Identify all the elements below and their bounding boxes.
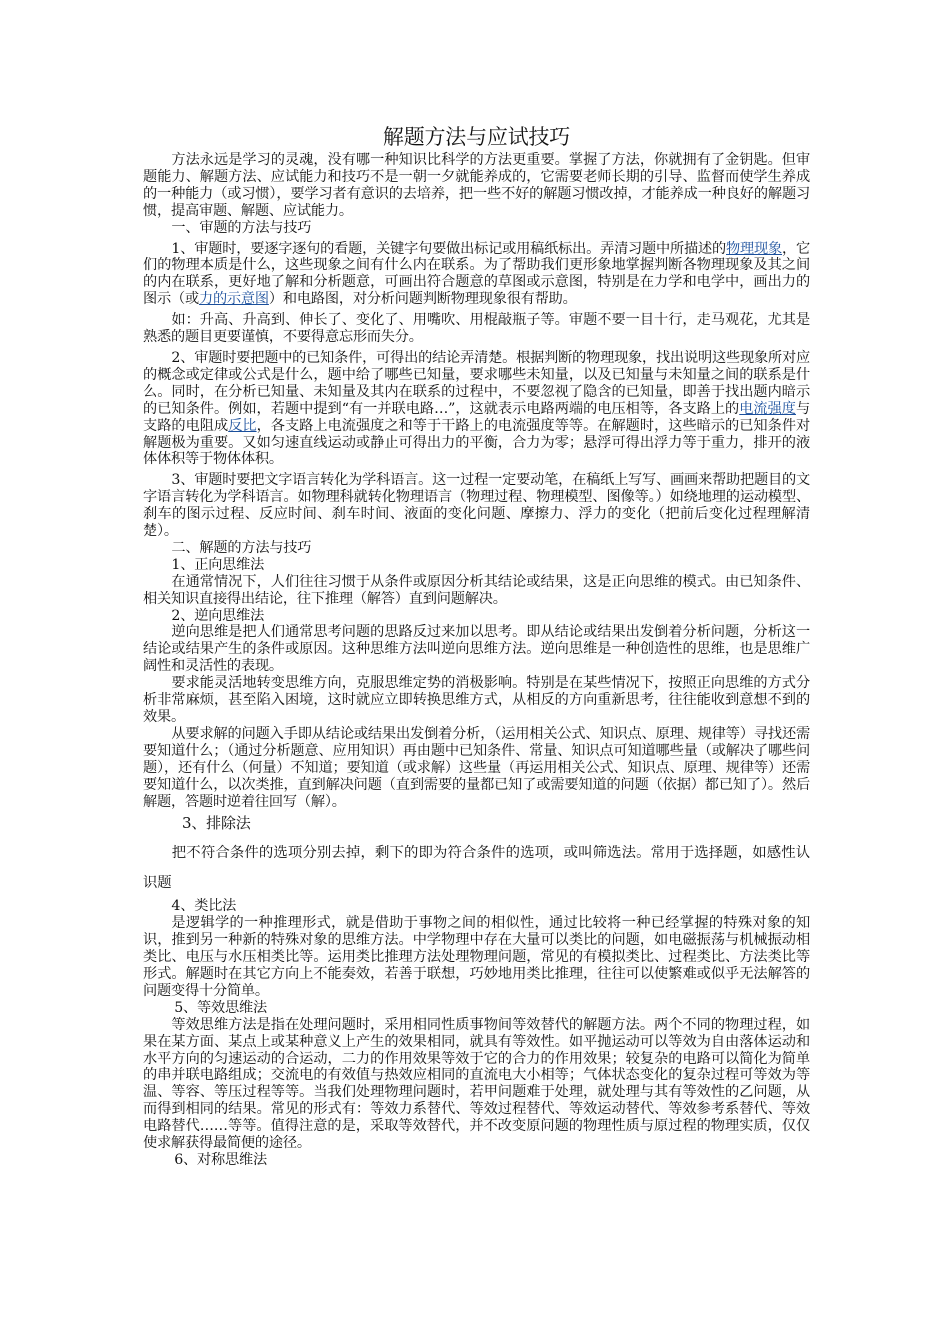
method-2-text-1: 逆向思维是把人们通常思考问题的思路反过来加以思考。即从结论或结果出发倒着分析问题，分析这一结论或结果产生的条件或原因。这种思维方法叫逆向思维方法。逆向思维是一种创造性的思维，也是思维广阔性和灵活性的表现。 <box>143 624 810 675</box>
intro-paragraph: 方法永远是学习的灵魂，没有哪一种知识比科学的方法更重要。掌握了方法，你就拥有了金钥匙。但审题能力、解题方法、应试能力和技巧不是一朝一夕就能养成的，它需要老师长期的引导、监督而使学生养成的一种能力（或习惯），要学习者有意识的去培养，把一些不好的解题习惯改掉，才能养成一种良好的解题习惯，提高审题、解题、应试能力。 <box>143 152 810 219</box>
method-1-title: 1、正向思维法 <box>171 556 265 573</box>
section-2-heading: 二、解题的方法与技巧 <box>171 539 312 556</box>
text-run: ）和电路图，对分析问题判断物理现象很有帮助。 <box>268 291 577 308</box>
text-run: 1、审题时，要逐字逐句的看题，关键字句要做出标记或用稿纸标出。弄清习题中所描述的 <box>171 240 727 257</box>
s1-paragraph-1 <box>143 241 810 309</box>
method-4-title: 4、类比法 <box>171 898 237 915</box>
method-3-title: 3、排除法 <box>182 814 251 833</box>
page-title: 解题方法与应试技巧 <box>382 125 571 149</box>
text-run: 与支路的电阻成 <box>143 400 810 434</box>
text-run: ，各支路上电流强度之和等于干路上的电流强度等等。在解题时，这些暗示的已知条件对解题极为重要。又如匀速直线运动或静止可得出力的平衡，合力为零；悬浮可得出浮力等于重力，排开的液体体积等于物体体积。 <box>143 417 811 468</box>
link-force-diagram[interactable]: 力的示意图 <box>198 291 269 308</box>
method-5-text: 等效思维方法是指在处理问题时，采用相同性质事物间等效替代的解题方法。两个不同的物理过程，如果在某方面、某点上或某种意义上产生的效果相同，就具有等效性。如平抛运动可以等效为自由落体运动和水平方向的匀速运动的合运动，二力的作用效果等效于它的合力的作用效果；较复杂的电路可以简化为简单的串并联电路组成；交流电的有效值与热效应相同的直流电大小相等；气体状态变化的复杂过程可等效为等温、等容、等压过程等等。当我们处理物理问题时，若甲问题难于处理，就处理与其有等效性的乙问题，从而得到相同的结果。常见的形式有：等效力系替代、等效过程替代、等效运动替代、等效参考系替代、等效电路替代……等等。值得注意的是，采取等效替代，并不改变原问题的物理性质与原过程的物理实质，仅仅使求解获得最简便的途径。 <box>143 1016 810 1152</box>
method-3-text: 把不符合条件的选项分别去掉，剩下的即为符合条件的选项，或叫筛选法。常用于选择题，如感性认识题 <box>143 845 810 892</box>
method-2-title: 2、逆向思维法 <box>171 607 265 624</box>
text-run: ，它们的物理本质是什么，这些现象之间有什么内在联系。为了帮助我们更形象地掌握判断各物理现象及其之间的内在联系，更好地了解和分析题意，可画出符合题意的草图或示意图，特别是在力学和电学中，画出力的图示（或 <box>143 240 810 308</box>
s1-paragraph-2 <box>143 350 810 468</box>
method-5-title: 5、等效思维法 <box>174 999 267 1016</box>
method-6-title: 6、对称思维法 <box>174 1151 267 1168</box>
link-current-intensity[interactable]: 电流强度 <box>739 400 796 417</box>
method-2-text-3: 从要求解的问题入手即从结论或结果出发倒着分析，（运用相关公式、知识点、原理、规律等）寻找还需要知道什么；（通过分析题意、应用知识）再由题中已知条件、常量、知识点可知道哪些量（或解决了哪些问题），还有什么（何量）不知道；要知道（或求解）这些量（再运用相关公式、知识点、原理、规律等）还需要知道什么，以次类推，直到解决问题（直到需要的量都已知了或需要知道的问题（依据）都已知了）。然后解题，答题时逆着往回写（解）。 <box>143 725 810 810</box>
section-1-heading: 一、审题的方法与技巧 <box>171 219 312 236</box>
s1-paragraph-1b: 如：升高、升高到、伸长了、变化了、用嘴吹、用棍敲瓶子等。审题不要一目十行，走马观花，尤其是熟悉的题目更要谨慎，不要得意忘形而失分。 <box>143 312 810 346</box>
text-run: 2、审题时要把题中的已知条件，可得出的结论弄清楚。根据判断的物理现象，找出说明这些现象所对应的概念或定律或公式是什么，题中给了哪些已知量，要求哪些未知量，以及已知量与未知量之间的联系是什么。同时，在分析已知量、未知量及其内在联系的过程中，不要忽视了隐含的已知量，即善于找出题内暗示的已知条件。例如，若题中提到“有一并联电路…”，这就表示电路两端的电压相等，各支路上的 <box>143 349 810 417</box>
link-physical-phenomenon[interactable]: 物理现象 <box>726 240 783 257</box>
s1-paragraph-3: 3、审题时要把文字语言转化为学科语言。这一过程一定要动笔，在稿纸上写写、画画来帮助把题目的文字语言转化为学科语言。如物理科就转化物理语言（物理过程、物理模型、图像等。）如绕地理的运动模型、刹车的图示过程、反应时间、刹车时间、液面的变化问题、摩擦力、浮力的变化（把前后变化过程理解清楚）。 <box>143 472 810 540</box>
document-page <box>143 124 810 1169</box>
method-2-text-2: 要求能灵活地转变思维方向，克服思维定势的消极影响。特别是在某些情况下，按照正向思维的方式分析非常麻烦，甚至陷入困境，这时就应立即转换思维方式，从相反的方向重新思考，往往能收到意想不到的效果。 <box>143 675 810 725</box>
method-1-text: 在通常情况下，人们往往习惯于从条件或原因分析其结论或结果，这是正向思维的模式。由已知条件、相关知识直接得出结论，往下推理（解答）直到问题解决。 <box>143 573 810 607</box>
link-inverse-proportion[interactable]: 反比 <box>228 417 257 434</box>
method-4-text: 是逻辑学的一种推理形式，就是借助于事物之间的相似性，通过比较将一种已经掌握的特殊对象的知识，推到另一种新的特殊对象的思维方法。中学物理中存在大量可以类比的问题，如电磁振荡与机械振动相类比、电压与水压相类比等。运用类比推理方法处理物理问题，常见的有模拟类比、过程类比、方法类比等形式。解题时在其它方向上不能奏效，若善于联想，巧妙地用类比推理，往往可以使繁难或似乎无法解答的问题变得十分简单。 <box>143 915 810 999</box>
